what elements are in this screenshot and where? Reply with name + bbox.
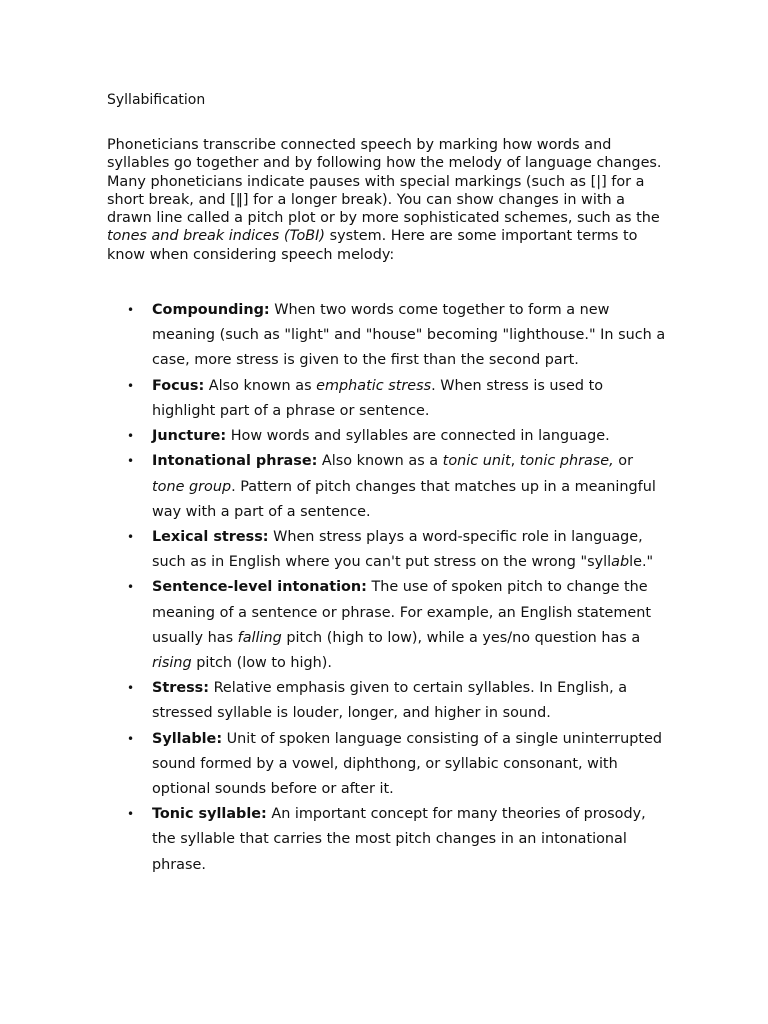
term-list-item — [107, 424, 667, 449]
term-definition-text: When two words come together to form a new meaning (such as "light" and "house" becoming "lighthouse." In such a case, more stress is given to the first than the second part. — [152, 302, 666, 369]
term-list-item — [107, 802, 667, 878]
term-name: Sentence-level intonation: — [152, 579, 367, 596]
bullet-icon: • — [127, 529, 135, 544]
term-emphasis: rising — [152, 654, 192, 671]
term-list-item — [107, 676, 667, 726]
intro-emphasis: tones and break indices (ToBI) — [107, 228, 326, 245]
bullet-icon: • — [127, 378, 135, 393]
term-definition-text: Unit of spoken language consisting of a single uninterrupted sound formed by a vowel, diphthong, or syllabic consonant, with optional sounds before or after it. — [152, 730, 662, 797]
bullet-icon: • — [127, 681, 135, 696]
term-definition-text: An important concept for many theories of prosody, the syllable that carries the most pitch changes in an intonational phrase. — [152, 806, 646, 873]
term-name: Compounding: — [152, 302, 270, 319]
term-definition-text: or — [613, 453, 634, 470]
term-definition-text: , — [510, 453, 520, 470]
term-definition-text: pitch (high to low), while a yes/no question has a — [281, 629, 641, 646]
term-list-item — [107, 374, 667, 424]
term-name: Stress: — [152, 680, 209, 697]
intro-text-end: system. Here are some important terms to know when considering speech melody: — [107, 228, 638, 263]
term-name: Syllable: — [152, 730, 223, 747]
bullet-icon: • — [127, 731, 135, 746]
term-list-item — [107, 298, 667, 374]
bullet-icon: • — [127, 580, 135, 595]
intro-paragraph — [107, 136, 667, 264]
bullet-icon: • — [127, 807, 135, 822]
term-emphasis: ab — [611, 554, 630, 571]
term-definition-text: Relative emphasis given to certain syllables. In English, a stressed syllable is louder, longer, and higher in sound. — [152, 680, 628, 722]
bullet-icon: • — [127, 303, 135, 318]
term-name: Intonational phrase: — [152, 453, 318, 470]
term-emphasis: falling — [237, 629, 282, 646]
term-definition-text: The use of spoken pitch to change the meaning of a sentence or phrase. For example, an English statement usually has — [152, 579, 651, 646]
term-emphasis: emphatic stress — [316, 377, 432, 394]
term-definition-text: Also known as a — [317, 453, 443, 470]
intro-text-start: Phoneticians transcribe connected speech by marking how words and syllables go together and by following how the melody of language changes. Many phoneticians indicate pauses with special markings (such as [|] for a short break, and [‖] for a longer break). You can show changes in with a drawn line called a pitch plot or by more sophisticated schemes, such as the — [107, 137, 662, 227]
term-definition-text: pitch (low to high). — [191, 654, 332, 671]
term-definition-text: . Pattern of pitch changes that matches up in a meaningful way with a part of a sentence. — [152, 478, 656, 520]
term-list-item — [107, 727, 667, 803]
bullet-icon: • — [127, 429, 135, 444]
term-emphasis: tone group — [152, 478, 232, 495]
term-name: Tonic syllable: — [152, 806, 267, 823]
document-title: Syllabification — [107, 92, 206, 108]
term-emphasis: tonic phrase, — [519, 453, 614, 470]
term-list-item — [107, 449, 667, 525]
bullet-icon: • — [127, 454, 135, 469]
term-definition-text: When stress plays a word-specific role in language, such as in English where you can't put stress on the wrong "syll — [152, 528, 643, 571]
term-definition-text: . When stress is used to highlight part of a phrase or sentence. — [152, 377, 604, 419]
terms-list — [107, 298, 667, 878]
term-list-item — [107, 525, 667, 575]
term-definition-text: le." — [629, 554, 654, 571]
term-name: Focus: — [152, 377, 205, 394]
document-page — [107, 91, 667, 878]
term-emphasis: tonic unit — [442, 453, 511, 470]
term-name: Juncture: — [152, 428, 227, 445]
term-definition-text: Also known as — [204, 377, 317, 394]
term-name: Lexical stress: — [152, 528, 269, 545]
term-list-item — [107, 575, 667, 676]
term-definition-text: How words and syllables are connected in language. — [226, 428, 610, 445]
